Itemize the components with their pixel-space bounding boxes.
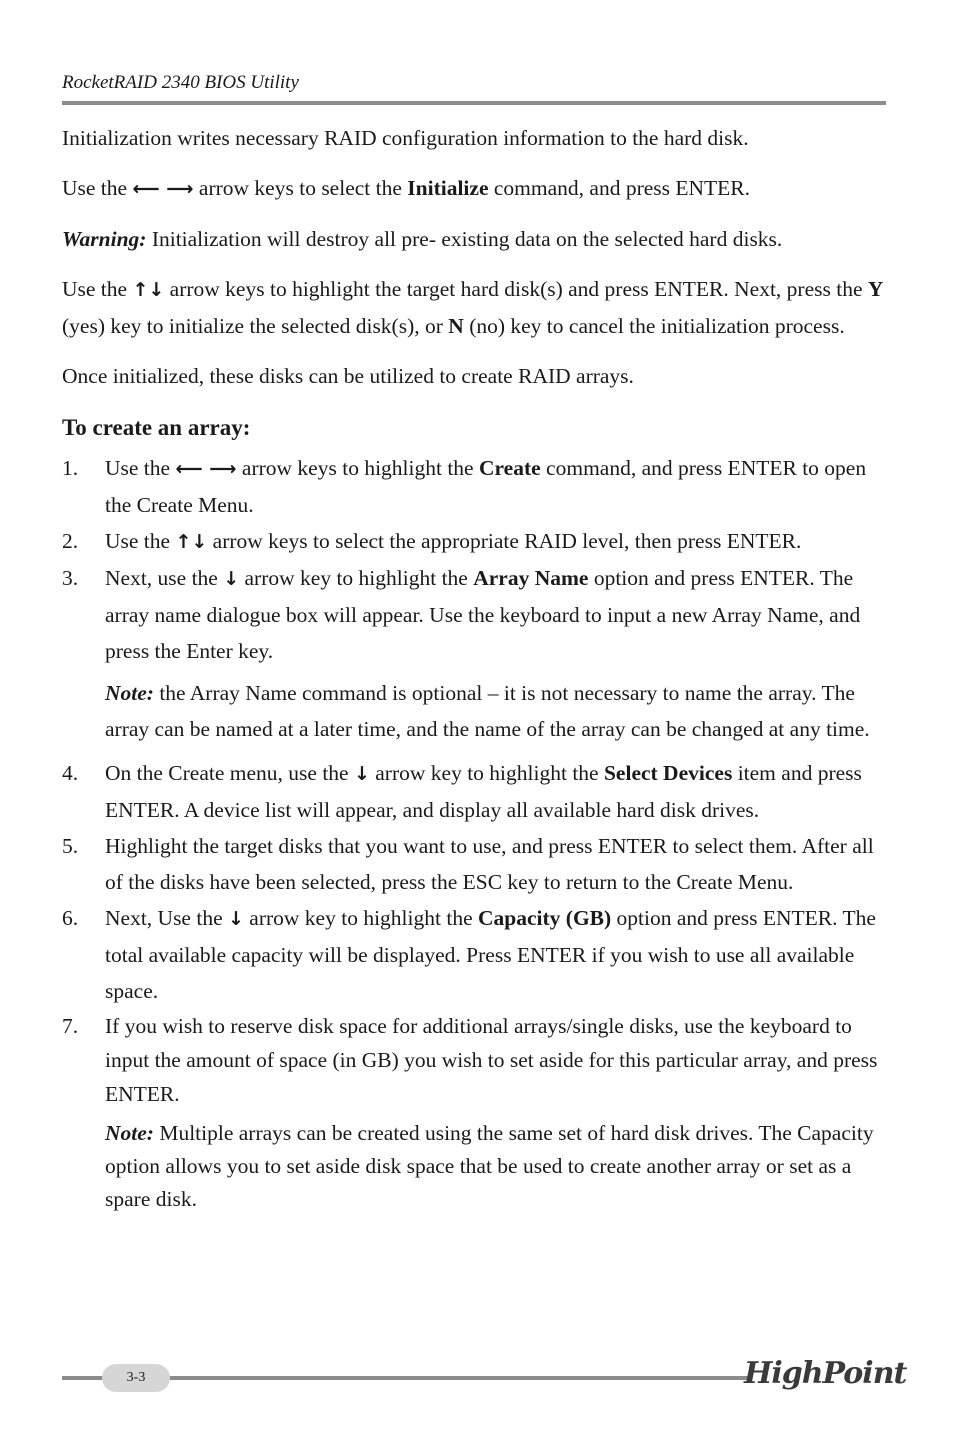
- text: option and press ENTER. The array name dialogue box will appear. Use the keyboard to input a new Array Name, and press the Enter key.: [105, 566, 861, 663]
- step-5: [62, 828, 888, 900]
- text: Next, Use the: [105, 906, 228, 930]
- note-label: Note:: [105, 1121, 154, 1145]
- text: Use the: [62, 176, 133, 200]
- highpoint-logo: HighPoint: [744, 1356, 907, 1391]
- text: arrow keys to highlight the: [236, 456, 479, 480]
- down-arrow-icon: ↓: [353, 763, 370, 785]
- left-right-arrows-icon: ⟵ ⟶: [132, 178, 194, 200]
- text: Use the: [62, 277, 133, 301]
- text: If you wish to reserve disk space for additional arrays/single disks, use the keyboard to input the amount of space (in GB) you wish to set aside for this particular array, and press ENTER.: [105, 1014, 878, 1106]
- text: item and press ENTER. A device list will appear, and display all available hard disk drives.: [105, 761, 862, 822]
- step-6: [62, 900, 888, 1009]
- left-right-arrows-icon: ⟵ ⟶: [175, 458, 237, 480]
- step-number: 7.: [62, 1014, 79, 1038]
- text: (yes) key to initialize the selected disk(s), or: [62, 314, 449, 338]
- warning-paragraph: [62, 221, 888, 257]
- text: arrow key to highlight the: [369, 761, 604, 785]
- create-command: Create: [478, 456, 541, 480]
- section-heading: To create an array:: [62, 415, 251, 440]
- step-number: 6.: [62, 906, 79, 930]
- running-header: RocketRAID 2340 BIOS Utility: [62, 72, 299, 93]
- page-number-badge: 3-3: [102, 1364, 170, 1392]
- step-number: 2.: [62, 529, 79, 553]
- up-down-arrows-icon: ↑↓: [175, 531, 208, 553]
- header-rule: [62, 101, 886, 105]
- intro-paragraph-5: Once initialized, these disks can be utilized to create RAID arrays.: [62, 364, 634, 388]
- text: Use the: [105, 456, 176, 480]
- down-arrow-icon: ↓: [223, 568, 240, 590]
- text: arrow key to highlight the: [239, 566, 474, 590]
- step-1: [62, 450, 888, 523]
- y-key: Y: [867, 277, 884, 301]
- text: option and press ENTER. The total available capacity will be displayed. Press ENTER if you wish to use all available space.: [105, 906, 876, 1003]
- text: arrow keys to highlight the target hard disk(s) and press ENTER. Next, press the: [164, 277, 868, 301]
- warning-label: Warning:: [62, 227, 147, 251]
- text: arrow key to highlight the: [243, 906, 478, 930]
- step-number: 5.: [62, 834, 79, 858]
- text: arrow keys to select the appropriate RAID level, then press ENTER.: [207, 529, 802, 553]
- step-7: [62, 1009, 888, 1111]
- down-arrow-icon: ↓: [228, 908, 244, 930]
- intro-paragraph-1: Initialization writes necessary RAID configuration information to the hard disk.: [62, 126, 749, 150]
- text: Use the: [105, 529, 176, 553]
- capacity-option: Capacity (GB): [478, 906, 612, 930]
- text: Multiple arrays can be created using the same set of hard disk drives. The Capacity option allows you to set aside disk space that be used to create another array or set as a spare disk.: [105, 1121, 874, 1211]
- page-body: [62, 120, 888, 1224]
- array-name-option: Array Name: [473, 566, 589, 590]
- select-devices-item: Select Devices: [603, 761, 733, 785]
- text: the Array Name command is optional – it is not necessary to name the array. The array can be named at a later time, and the name of the array can be changed at any time.: [105, 681, 870, 741]
- note-label: Note:: [105, 681, 154, 705]
- text: Next, use the: [105, 566, 224, 590]
- text: Initialization will destroy all pre- existing data on the selected hard disks.: [146, 227, 783, 251]
- text: command, and press ENTER.: [488, 176, 751, 200]
- text: On the Create menu, use the: [105, 761, 354, 785]
- initialize-command: Initialize: [407, 176, 489, 200]
- step-number: 1.: [62, 456, 79, 480]
- step-3: [62, 560, 888, 669]
- up-down-arrows-icon: ↑↓: [132, 279, 165, 301]
- n-key: N: [448, 314, 464, 338]
- intro-paragraph-2: [62, 170, 888, 207]
- note-array-name: [62, 675, 888, 747]
- intro-paragraph-4: [62, 271, 888, 344]
- text: command, and press ENTER to open the Create Menu.: [105, 456, 867, 517]
- note-multiple-arrays: [62, 1117, 888, 1216]
- step-number: 4.: [62, 761, 79, 785]
- text: arrow keys to select the: [193, 176, 408, 200]
- step-number: 3.: [62, 566, 79, 590]
- text: Highlight the target disks that you want to use, and press ENTER to select them. After all of the disks have been selected, press the ESC key to return to the Create Menu.: [105, 834, 874, 894]
- text: (no) key to cancel the initialization process.: [463, 314, 845, 338]
- step-4: [62, 755, 888, 828]
- step-2: [62, 523, 888, 560]
